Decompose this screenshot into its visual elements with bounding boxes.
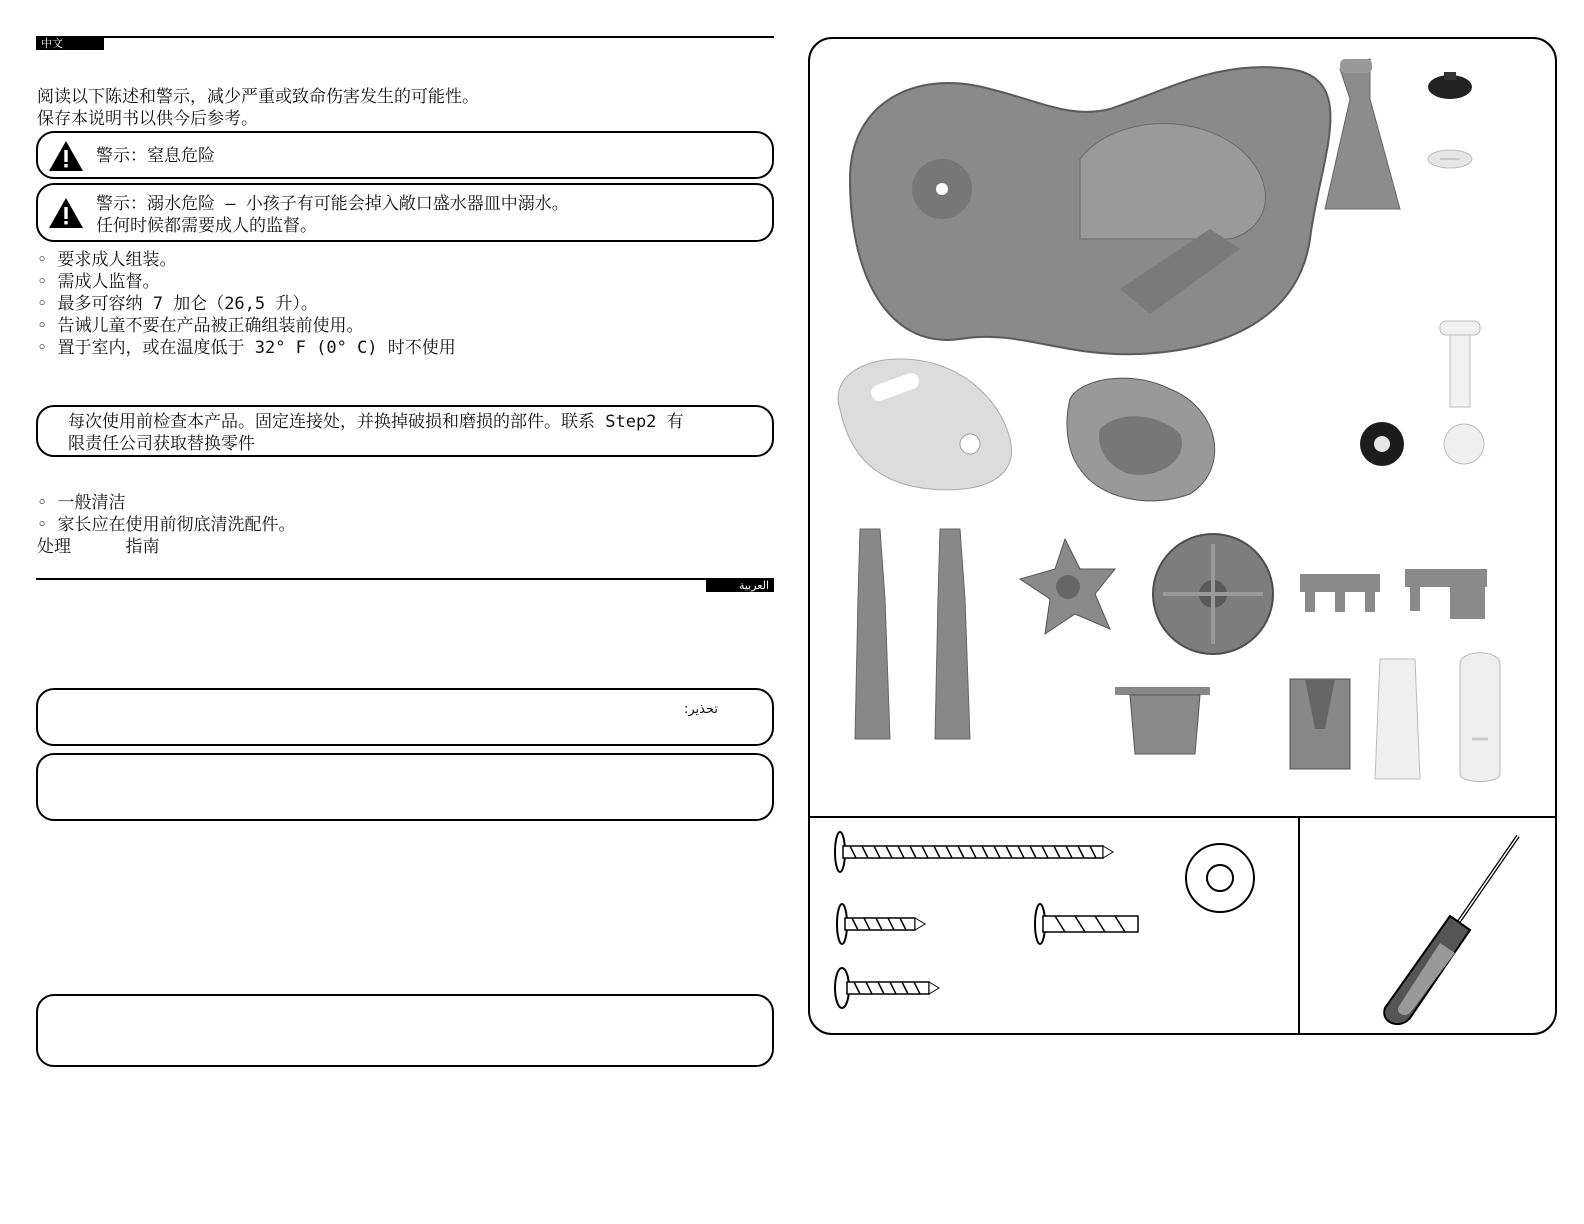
list-item: ◦ 告诫儿童不要在产品被正确组装前使用。 [37, 315, 456, 337]
choking-warning-text: 警示：窒息危险 [96, 146, 215, 166]
leg-part-2 [935, 529, 970, 739]
arabic-caution-label: تحذير: [684, 702, 719, 717]
chinese-language-tab: 中文 [36, 37, 104, 50]
list-item: ◦ 家长应在使用前彻底清洗配件。 [37, 514, 295, 536]
white-cap-part [1444, 424, 1484, 464]
arabic-section-rule [36, 578, 774, 580]
molded-cup-part [1067, 378, 1215, 501]
parts-illustration [810, 39, 1557, 816]
disposal-word-1: 处理 [37, 537, 71, 557]
list-item: ◦ 最多可容纳 7 加仑（26,5 升）。 [37, 293, 456, 315]
small-cap-dark-part [1428, 72, 1472, 99]
bracket-part-1 [1300, 574, 1380, 612]
arabic-language-tab: العربية [706, 579, 774, 592]
drowning-warning-line-2: 任何时候都需要成人的监督。 [96, 216, 317, 236]
small-cap-light-part [1428, 150, 1472, 168]
drowning-warning-box [36, 183, 774, 242]
screwdriver-icon [1300, 818, 1557, 1035]
screw-icon [837, 904, 925, 944]
arabic-warning-box-2 [36, 753, 774, 821]
list-item: ◦ 置于室内，或在温度低于 32° F (0° C) 时不使用 [37, 337, 456, 359]
white-paddle-part [1460, 653, 1500, 782]
parts-panel [808, 37, 1557, 1035]
screw-icon [1035, 904, 1138, 944]
screw-icon [835, 832, 1113, 872]
warning-triangle-icon [48, 140, 84, 172]
white-bolt-part [1440, 321, 1480, 407]
cone-tower-part [1325, 59, 1400, 209]
chinese-section-rule [36, 36, 774, 38]
warning-triangle-icon [48, 197, 84, 229]
screw-icon [835, 968, 939, 1008]
safety-bullet-list [37, 249, 456, 359]
small-cup-part [1115, 687, 1210, 754]
list-item: ◦ 需成人监督。 [37, 271, 456, 293]
disposal-word-2: 指南 [125, 537, 160, 557]
arabic-warning-box-1 [36, 688, 774, 746]
list-item: ◦ 一般清洁 [37, 492, 295, 514]
inspect-line-1: 每次使用前检查本产品。固定连接处，并换掉破损和磨损的部件。联系 Step2 有 [68, 412, 684, 432]
intro-line-1: 阅读以下陈述和警示，减少严重或致命伤害发生的可能性。 [37, 87, 479, 107]
washer-icon [1186, 844, 1254, 912]
choking-warning-box [36, 131, 774, 179]
inspect-product-box [36, 405, 774, 457]
care-bullet-list [37, 492, 295, 536]
light-tray-part [838, 359, 1011, 490]
disposal-heading [37, 536, 160, 558]
intro-line-2: 保存本说明书以供今后参考。 [37, 109, 258, 129]
star-part [1020, 539, 1115, 634]
basin-part [850, 67, 1330, 354]
inspect-line-2: 限责任公司获取替换零件 [68, 434, 255, 454]
hardware-illustration [810, 818, 1298, 1035]
leg-part-1 [855, 529, 890, 739]
drowning-warning-line-1: 警示：溺水危险 – 小孩子有可能会掉入敞口盛水器皿中溺水。 [96, 194, 569, 214]
nozzle-part [1290, 679, 1350, 769]
light-chute-part [1375, 659, 1420, 779]
arabic-inspect-box [36, 994, 774, 1067]
list-item: ◦ 要求成人组装。 [37, 249, 456, 271]
wheel-part [1153, 534, 1273, 654]
bracket-part-2 [1405, 569, 1487, 619]
